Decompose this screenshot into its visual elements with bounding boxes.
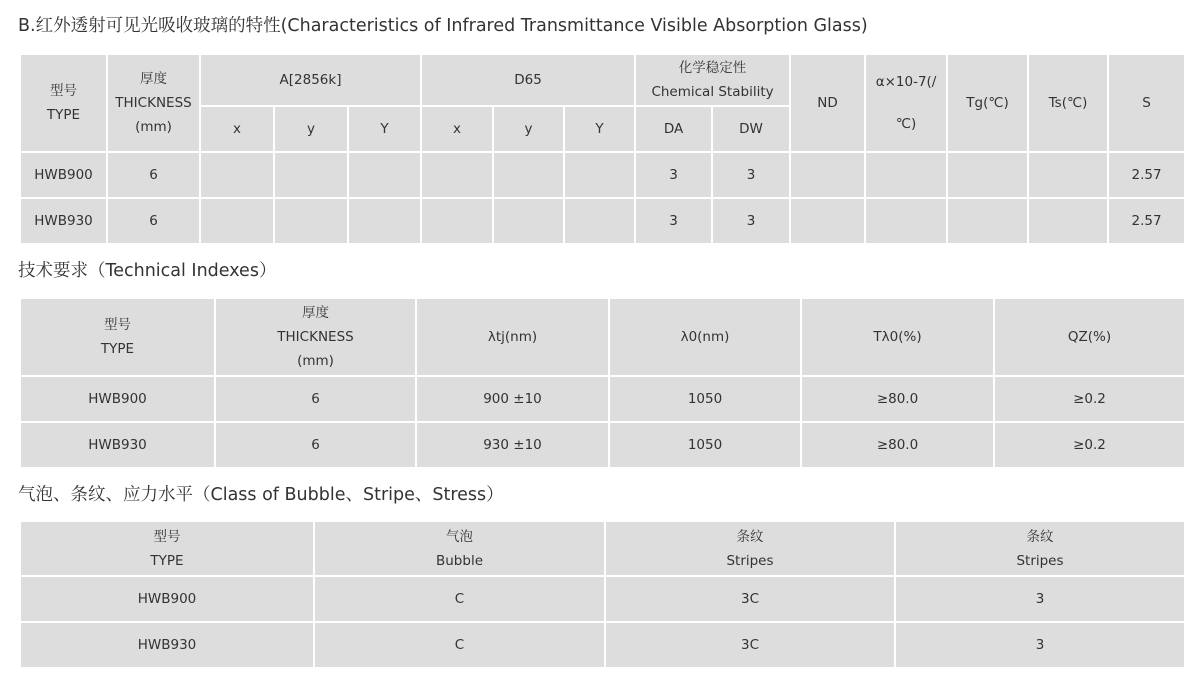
header-type: 型号 TYPE — [20, 298, 215, 376]
cell-thickness: 6 — [215, 422, 416, 468]
header-stripes-2: 条纹 Stripes — [895, 521, 1185, 576]
cell-da: 3 — [635, 198, 712, 244]
header-qz: QZ(%) — [994, 298, 1185, 376]
header-ts: Ts(℃) — [1028, 54, 1108, 152]
cell-t-lambda: ≥80.0 — [801, 422, 994, 468]
characteristics-table — [19, 53, 1186, 245]
cell-thickness: 6 — [107, 198, 200, 244]
cell-stress: 3 — [895, 622, 1185, 668]
section-title-technical-indexes: 技术要求（Technical Indexes） — [18, 261, 277, 281]
header-bubble: 气泡 Bubble — [314, 521, 605, 576]
cell-alpha — [865, 198, 947, 244]
header-tg: Tg(℃) — [947, 54, 1028, 152]
cell-nd — [790, 198, 865, 244]
cell-a-Y — [348, 198, 421, 244]
cell-type: HWB930 — [20, 422, 215, 468]
header-dw: DW — [712, 106, 790, 152]
cell-a-y — [274, 198, 348, 244]
cell-d-y — [493, 198, 564, 244]
header-d-y: y — [493, 106, 564, 152]
table-row — [20, 152, 1185, 198]
cell-type: HWB930 — [20, 622, 314, 668]
header-lambda-0: λ0(nm) — [609, 298, 801, 376]
header-d-Y: Y — [564, 106, 635, 152]
cell-ts — [1028, 152, 1108, 198]
cell-qz: ≥0.2 — [994, 376, 1185, 422]
cell-dw: 3 — [712, 198, 790, 244]
header-a-y: y — [274, 106, 348, 152]
cell-s: 2.57 — [1108, 198, 1185, 244]
header-d-x: x — [421, 106, 493, 152]
table-row — [20, 576, 1185, 622]
cell-s: 2.57 — [1108, 152, 1185, 198]
cell-tg — [947, 198, 1028, 244]
cell-dw: 3 — [712, 152, 790, 198]
header-nd: ND — [790, 54, 865, 152]
cell-bubble: C — [314, 622, 605, 668]
header-da: DA — [635, 106, 712, 152]
cell-bubble: C — [314, 576, 605, 622]
header-group-d65: D65 — [421, 54, 635, 106]
cell-lambda-0: 1050 — [609, 376, 801, 422]
cell-stress: 3 — [895, 576, 1185, 622]
cell-stripes: 3C — [605, 622, 895, 668]
cell-alpha — [865, 152, 947, 198]
cell-d-Y — [564, 152, 635, 198]
table-header-row — [20, 54, 1185, 106]
header-group-a2856k: A[2856k] — [200, 54, 421, 106]
cell-lambda-tj: 900 ±10 — [416, 376, 609, 422]
header-t-lambda: Tλ0(%) — [801, 298, 994, 376]
cell-type: HWB900 — [20, 376, 215, 422]
cell-d-x — [421, 152, 493, 198]
bubble-stripe-stress-table — [19, 520, 1186, 669]
cell-d-Y — [564, 198, 635, 244]
header-thickness: 厚度 THICKNESS (mm) — [107, 54, 200, 152]
header-chemical-stability: 化学稳定性 Chemical Stability — [635, 54, 790, 106]
header-lambda-tj: λtj(nm) — [416, 298, 609, 376]
cell-type: HWB900 — [20, 576, 314, 622]
table-row — [20, 422, 1185, 468]
header-s: S — [1108, 54, 1185, 152]
header-thickness: 厚度 THICKNESS (mm) — [215, 298, 416, 376]
cell-d-y — [493, 152, 564, 198]
header-alpha: α×10-7(/ ℃) — [865, 54, 947, 152]
table-row — [20, 376, 1185, 422]
header-type: 型号 TYPE — [20, 54, 107, 152]
cell-type: HWB930 — [20, 198, 107, 244]
table-header-row — [20, 521, 1185, 576]
table-row — [20, 198, 1185, 244]
cell-ts — [1028, 198, 1108, 244]
cell-da: 3 — [635, 152, 712, 198]
cell-thickness: 6 — [215, 376, 416, 422]
cell-t-lambda: ≥80.0 — [801, 376, 994, 422]
header-type: 型号 TYPE — [20, 521, 314, 576]
cell-lambda-tj: 930 ±10 — [416, 422, 609, 468]
technical-indexes-table — [19, 297, 1186, 469]
cell-thickness: 6 — [107, 152, 200, 198]
cell-a-y — [274, 152, 348, 198]
section-title-bubble-stripe-stress: 气泡、条纹、应力水平（Class of Bubble、Stripe、Stress） — [18, 485, 504, 505]
cell-a-x — [200, 152, 274, 198]
cell-tg — [947, 152, 1028, 198]
cell-a-x — [200, 198, 274, 244]
table-header-row — [20, 298, 1185, 376]
section-title-characteristics: B.红外透射可见光吸收玻璃的特性(Characteristics of Infrared Transmittance Visible Absorption Glass) — [18, 16, 868, 36]
table-row — [20, 622, 1185, 668]
header-a-x: x — [200, 106, 274, 152]
cell-a-Y — [348, 152, 421, 198]
cell-type: HWB900 — [20, 152, 107, 198]
cell-lambda-0: 1050 — [609, 422, 801, 468]
cell-qz: ≥0.2 — [994, 422, 1185, 468]
cell-d-x — [421, 198, 493, 244]
header-stripes: 条纹 Stripes — [605, 521, 895, 576]
header-a-Y: Y — [348, 106, 421, 152]
cell-stripes: 3C — [605, 576, 895, 622]
cell-nd — [790, 152, 865, 198]
